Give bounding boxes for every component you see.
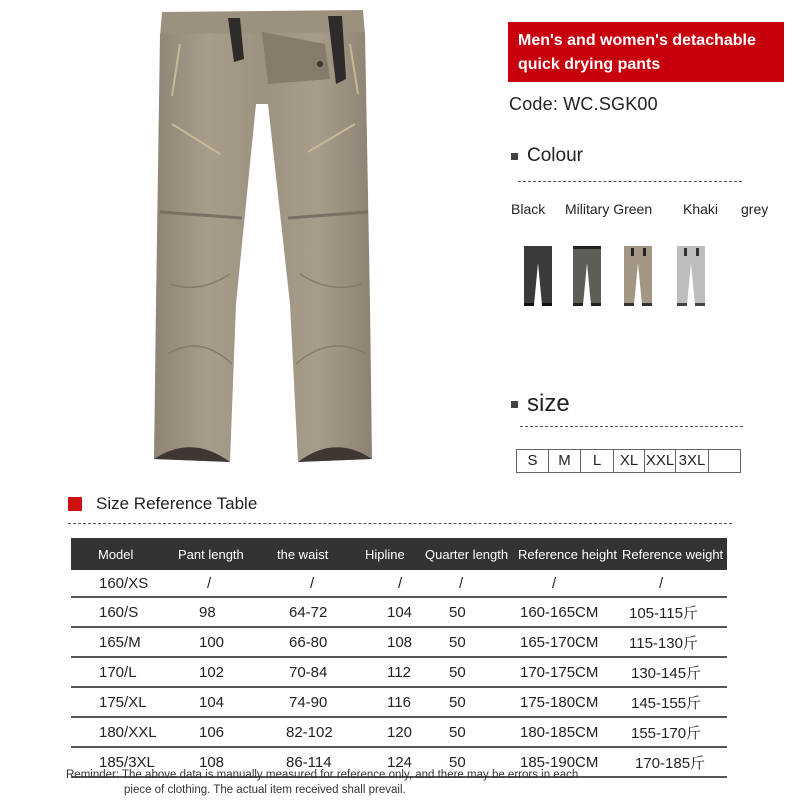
khaki-pants-icon [150, 4, 375, 469]
cell-quarter-length: 50 [449, 753, 466, 771]
cell-model: 185/3XL [99, 753, 155, 771]
product-title-line1: Men's and women's detachable [518, 32, 756, 49]
cell-quarter-length: 50 [449, 633, 466, 651]
column-header: Model [98, 546, 134, 562]
cell-model: 175/XL [99, 693, 147, 711]
size-option-empty [709, 450, 740, 472]
cell-waist: / [310, 574, 315, 592]
cell-ref-weight: 105-115斤 [629, 604, 698, 622]
black-pants-icon [523, 245, 553, 307]
cell-quarter-length: 50 [449, 693, 466, 711]
cell-model: 180/XXL [99, 723, 157, 741]
colour-swatch-khaki[interactable] [623, 245, 653, 307]
table-row [71, 688, 727, 718]
cell-waist: 82-102 [286, 723, 333, 741]
cell-pant-length: 106 [199, 723, 225, 741]
grey-pants-icon [676, 245, 706, 307]
cell-ref-height: / [552, 574, 557, 592]
size-table-divider [68, 523, 732, 524]
cell-ref-weight: 130-145斤 [631, 664, 702, 682]
colour-swatch-black[interactable] [523, 245, 553, 307]
table-row [71, 718, 727, 748]
size-table-heading-label: Size Reference Table [96, 494, 258, 513]
cell-ref-weight: 145-155斤 [631, 694, 702, 712]
cell-hipline: 120 [387, 723, 413, 741]
product-image [150, 4, 375, 469]
table-header-row [71, 538, 727, 570]
military-green-pants-icon [572, 245, 602, 307]
cell-ref-height: 180-185CM [520, 723, 599, 741]
cell-pant-length: 98 [199, 603, 216, 621]
cell-model: 160/S [99, 603, 139, 621]
cell-quarter-length: 50 [449, 663, 466, 681]
size-option-xl[interactable]: XL [614, 450, 645, 472]
column-header: Pant length [178, 546, 244, 562]
cell-ref-weight: / [659, 574, 664, 592]
colour-swatch-grey[interactable] [676, 245, 706, 307]
column-header: the waist [277, 546, 329, 562]
square-bullet-icon [511, 153, 518, 160]
red-square-icon [68, 497, 82, 511]
table-row [71, 658, 727, 688]
cell-ref-weight: 170-185斤 [635, 754, 706, 772]
colour-heading [511, 145, 583, 167]
table-row [71, 628, 727, 658]
cell-waist: 64-72 [289, 603, 328, 621]
cell-ref-height: 170-175CM [520, 663, 599, 681]
cell-pant-length: 108 [199, 753, 225, 771]
size-option-l[interactable]: L [581, 450, 614, 472]
cell-ref-height: 185-190CM [520, 753, 599, 771]
reminder-line2: piece of clothing. The actual item received shall prevail. [124, 784, 406, 796]
cell-hipline: 116 [387, 693, 411, 711]
size-heading-label: size [527, 390, 570, 417]
colour-label-black: Black [511, 201, 546, 217]
size-divider [520, 426, 743, 427]
cell-quarter-length: / [459, 574, 464, 592]
cell-ref-height: 165-170CM [520, 633, 599, 651]
cell-ref-height: 160-165CM [520, 603, 599, 621]
colour-option-labels [510, 201, 790, 219]
khaki-pants-icon [623, 245, 653, 307]
size-option-3xl[interactable]: 3XL [676, 450, 709, 472]
size-heading [511, 390, 570, 418]
cell-pant-length: 100 [199, 633, 225, 651]
cell-hipline: 112 [387, 663, 411, 681]
cell-waist: 70-84 [289, 663, 328, 681]
table-row [71, 598, 727, 628]
reminder-note [66, 768, 578, 798]
cell-quarter-length: 50 [449, 603, 466, 621]
size-option-m[interactable]: M [549, 450, 581, 472]
column-header: Hipline [365, 546, 405, 562]
size-option-s[interactable]: S [517, 450, 549, 472]
cell-waist: 86-114 [286, 753, 332, 771]
product-title-banner [508, 22, 784, 82]
size-option-xxl[interactable]: XXL [645, 450, 676, 472]
cell-hipline: 104 [387, 603, 413, 621]
colour-label-military-green: Military Green [565, 201, 653, 217]
cell-waist: 74-90 [289, 693, 328, 711]
cell-waist: 66-80 [289, 633, 328, 651]
colour-label-grey: grey [741, 201, 769, 217]
colour-label-khaki: Khaki [683, 201, 719, 217]
cell-model: 165/M [99, 633, 141, 651]
cell-quarter-length: 50 [449, 723, 466, 741]
colour-swatch-military-green[interactable] [572, 245, 602, 307]
cell-pant-length: / [207, 574, 212, 592]
colour-divider [518, 181, 742, 182]
cell-ref-weight: 155-170斤 [631, 724, 702, 742]
cell-hipline: / [398, 574, 403, 592]
cell-model: 160/XS [99, 574, 149, 592]
column-header: Reference weight [622, 546, 724, 562]
cell-ref-height: 175-180CM [520, 693, 599, 711]
table-row [71, 570, 727, 598]
column-header: Quarter length [425, 546, 509, 562]
product-title-line2: quick drying pants [518, 56, 661, 73]
product-code: Code: WC.SGK00 [509, 94, 658, 114]
size-table-heading [68, 494, 257, 514]
cell-pant-length: 102 [199, 663, 225, 681]
cell-pant-length: 104 [199, 693, 225, 711]
size-reference-table [71, 538, 727, 778]
cell-hipline: 108 [387, 633, 413, 651]
colour-heading-label: Colour [527, 145, 583, 166]
size-selector [516, 449, 741, 473]
cell-model: 170/L [99, 663, 137, 681]
reminder-line1: Reminder: The above data is manually measured for reference only, and there may be errors in each [66, 769, 579, 781]
column-header: Reference height [518, 546, 618, 562]
square-bullet-icon [511, 401, 518, 408]
cell-hipline: 124 [387, 753, 413, 771]
cell-ref-weight: 115-130斤 [629, 634, 698, 652]
